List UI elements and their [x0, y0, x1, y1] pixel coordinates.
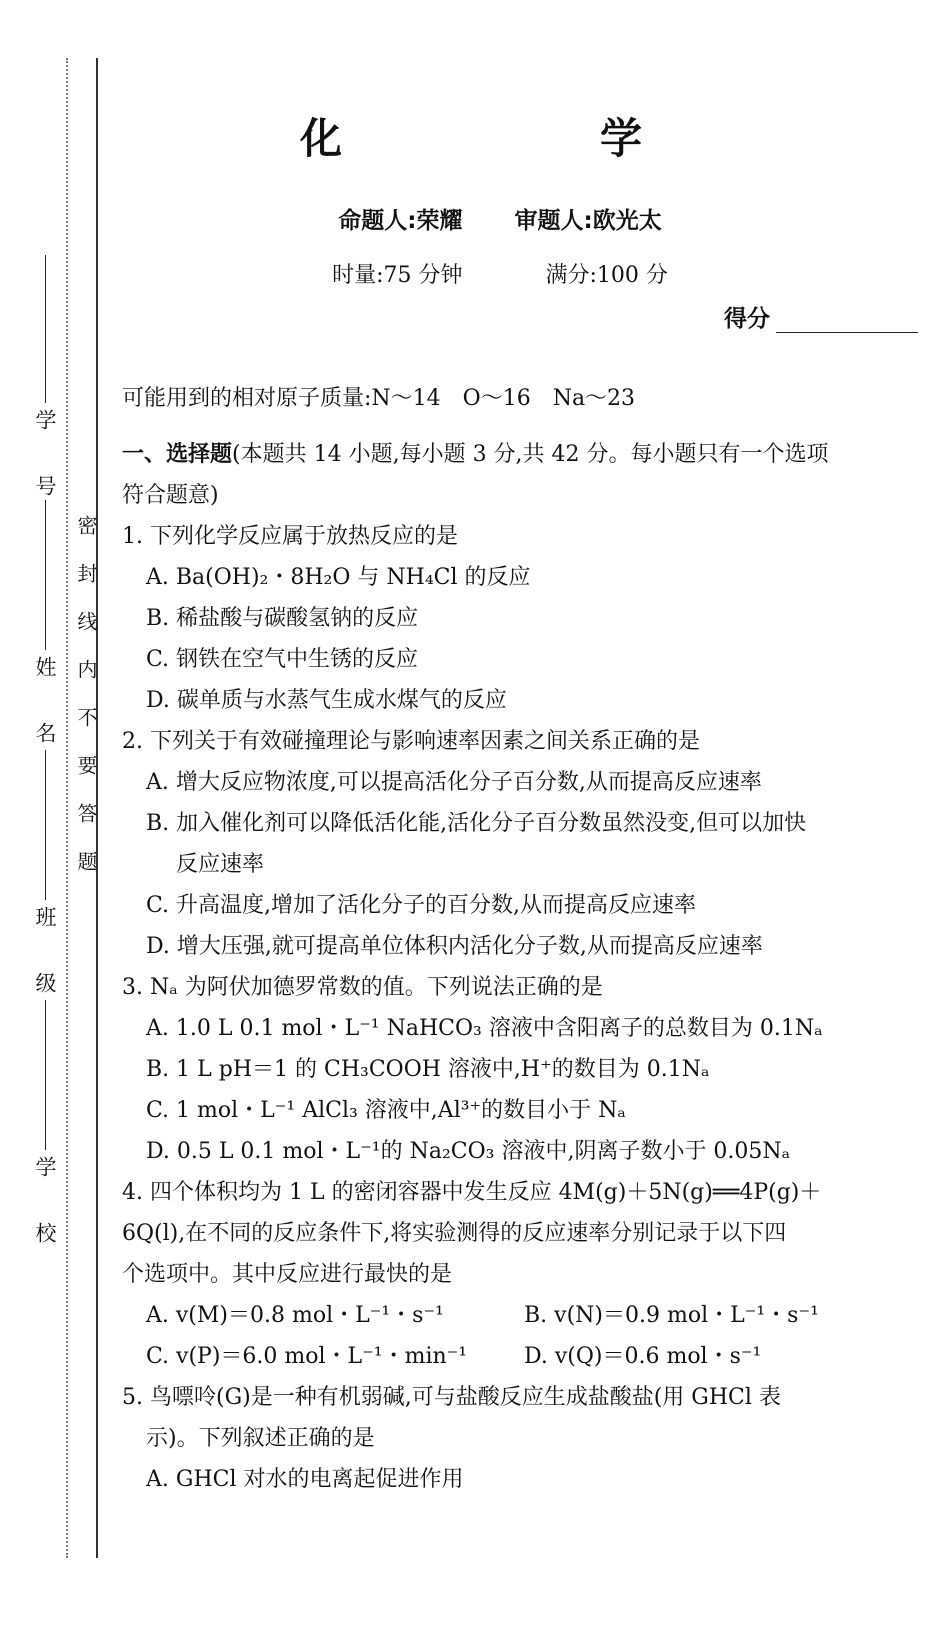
score-blank[interactable] — [776, 306, 918, 333]
authors-line — [0, 202, 950, 235]
question-4-stem-cont: 个选项中。其中反应进行最快的是 — [122, 1262, 453, 1287]
question-setter: 命题人:荣耀 — [338, 208, 463, 234]
time-limit: 时量:75 分钟 — [332, 263, 463, 288]
question-1-option-c[interactable]: C. 钢铁在空气中生锈的反应 — [146, 647, 419, 672]
question-5-stem: 5. 鸟嘌呤(G)是一种有机弱碱,可与盐酸反应生成盐酸盐(用 GHCl 表 — [122, 1385, 781, 1410]
student-id-field[interactable] — [30, 255, 60, 514]
question-3-option-b[interactable]: B. 1 L pH＝1 的 CH₃COOH 溶液中,H⁺的数目为 0.1Nₐ — [146, 1057, 710, 1082]
section-desc-cont: 符合题意) — [122, 483, 219, 508]
question-1-stem: 1. 下列化学反应属于放热反应的是 — [122, 524, 458, 549]
question-4-options-row — [122, 1336, 902, 1377]
question-1-option-a[interactable]: A. Ba(OH)₂・8H₂O 与 NH₄Cl 的反应 — [146, 565, 531, 590]
question-4-option-c[interactable]: C. v(P)＝6.0 mol・L⁻¹・min⁻¹ — [146, 1344, 468, 1369]
question-5-stem-cont: 示)。下列叙述正确的是 — [146, 1426, 375, 1451]
section-title: 一、选择题 — [122, 442, 233, 467]
student-id-label: 学 号 — [33, 409, 57, 508]
class-field[interactable] — [30, 750, 60, 1011]
question-4-options-row — [122, 1295, 902, 1336]
section-heading — [122, 434, 902, 475]
score-field[interactable] — [724, 300, 918, 333]
reviewer: 审题人:欧光太 — [514, 208, 662, 234]
page-title: 化 学 — [299, 114, 700, 163]
question-4-stem: 4. 四个体积均为 1 L 的密闭容器中发生反应 4M(g)＋5N(g)══4P(g)＋ — [122, 1180, 822, 1205]
question-3-stem: 3. Nₐ 为阿伏加德罗常数的值。下列说法正确的是 — [122, 975, 603, 1000]
atomic-mass-note: 可能用到的相对原子质量:N～14 O～16 Na～23 — [122, 386, 636, 411]
question-2-option-c[interactable]: C. 升高温度,增加了活化分子的百分数,从而提高反应速率 — [146, 893, 697, 918]
field-underline — [45, 500, 46, 650]
question-2-option-a[interactable]: A. 增大反应物浓度,可以提高活化分子百分数,从而提高反应速率 — [146, 770, 762, 795]
school-label: 学 校 — [33, 1156, 57, 1255]
question-3-option-a[interactable]: A. 1.0 L 0.1 mol・L⁻¹ NaHCO₃ 溶液中含阳离子的总数目为 0.1Nₐ — [146, 1016, 823, 1041]
question-2-option-b[interactable]: B. 加入催化剂可以降低活化能,活化分子百分数虽然没变,但可以加快 — [146, 811, 807, 836]
name-field[interactable] — [30, 500, 60, 761]
score-label: 得分 — [724, 306, 770, 332]
question-5-option-a[interactable]: A. GHCl 对水的电离起促进作用 — [146, 1467, 464, 1492]
section-desc: (本题共 14 小题,每小题 3 分,共 42 分。每小题只有一个选项 — [232, 442, 829, 467]
question-4-stem-cont: 6Q(l),在不同的反应条件下,将实验测得的反应速率分别记录于以下四 — [122, 1221, 787, 1246]
question-1-option-b[interactable]: B. 稀盐酸与碳酸氢钠的反应 — [146, 606, 419, 631]
question-4-option-b[interactable]: B. v(N)＝0.9 mol・L⁻¹・s⁻¹ — [524, 1303, 819, 1328]
question-2-option-d[interactable]: D. 增大压强,就可提高单位体积内活化分子数,从而提高反应速率 — [146, 934, 763, 959]
question-3-option-c[interactable]: C. 1 mol・L⁻¹ AlCl₃ 溶液中,Al³⁺的数目小于 Nₐ — [146, 1098, 626, 1123]
question-4-option-a[interactable]: A. v(M)＝0.8 mol・L⁻¹・s⁻¹ — [146, 1303, 444, 1328]
question-4-option-d[interactable]: D. v(Q)＝0.6 mol・s⁻¹ — [524, 1344, 762, 1369]
question-2-option-b-cont: 反应速率 — [176, 852, 265, 877]
exam-content — [122, 378, 902, 1500]
exam-info — [0, 258, 950, 289]
class-label: 班 级 — [33, 906, 57, 1005]
seal-line-warning: 密封线内不要答题 — [74, 515, 98, 899]
question-2-stem: 2. 下列关于有效碰撞理论与影响速率因素之间关系正确的是 — [122, 729, 700, 754]
field-underline — [45, 1000, 46, 1150]
field-underline — [45, 750, 46, 900]
full-score: 满分:100 分 — [545, 263, 668, 288]
question-1-option-d[interactable]: D. 碳单质与水蒸气生成水煤气的反应 — [146, 688, 507, 713]
school-field[interactable] — [30, 1000, 60, 1261]
question-3-option-d[interactable]: D. 0.5 L 0.1 mol・L⁻¹的 Na₂CO₃ 溶液中,阴离子数小于 0.05Nₐ — [146, 1139, 791, 1164]
name-label: 姓 名 — [33, 656, 57, 755]
